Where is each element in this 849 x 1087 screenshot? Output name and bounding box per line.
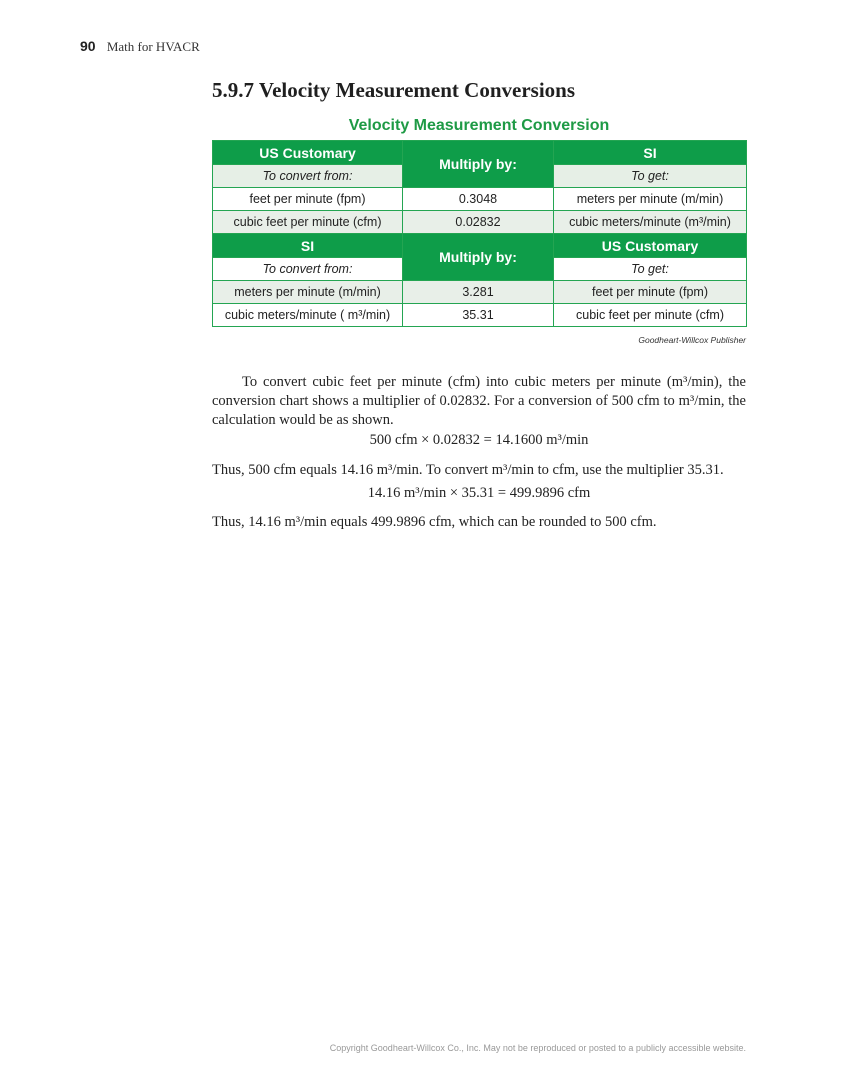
copyright-footer: Copyright Goodheart-Willcox Co., Inc. May not be reproduced or posted to a publicly accessible website. bbox=[329, 1043, 746, 1053]
to-label: To get: bbox=[554, 165, 747, 188]
cell-from: feet per minute (fpm) bbox=[213, 188, 403, 211]
cell-from: meters per minute (m/min) bbox=[213, 281, 403, 304]
table-header-row bbox=[213, 234, 747, 258]
table-header-row bbox=[213, 141, 747, 165]
table-row bbox=[213, 188, 747, 211]
column-header-from: SI bbox=[213, 234, 403, 258]
cell-from: cubic feet per minute (cfm) bbox=[213, 211, 403, 234]
paragraph: Thus, 500 cfm equals 14.16 m³/min. To convert m³/min to cfm, use the multiplier 35.31. bbox=[212, 462, 724, 478]
column-header-to: SI bbox=[554, 141, 747, 165]
conversion-table bbox=[212, 140, 747, 327]
cell-to: cubic feet per minute (cfm) bbox=[554, 304, 747, 327]
running-head: Math for HVACR bbox=[106, 39, 200, 54]
equation: 500 cfm × 0.02832 = 14.1600 m³/min bbox=[369, 432, 589, 448]
table-row bbox=[213, 304, 747, 327]
cell-from: cubic meters/minute ( m³/min) bbox=[213, 304, 403, 327]
column-header-multiply: Multiply by: bbox=[403, 141, 554, 188]
from-label: To convert from: bbox=[213, 258, 403, 281]
cell-factor: 0.3048 bbox=[403, 188, 554, 211]
cell-factor: 3.281 bbox=[403, 281, 554, 304]
column-header-multiply: Multiply by: bbox=[403, 234, 554, 281]
cell-to: feet per minute (fpm) bbox=[554, 281, 747, 304]
table-caption: Velocity Measurement Conversion bbox=[348, 117, 610, 134]
page-header bbox=[80, 38, 200, 55]
paragraph: To convert cubic feet per minute (cfm) into cubic meters per minute (m³/min), the conversion chart shows a multiplier of 0.02832. For a conversion of 500 cfm to m³/min, the calculation would be as shown. bbox=[212, 374, 746, 428]
to-label: To get: bbox=[554, 258, 747, 281]
column-header-from: US Customary bbox=[213, 141, 403, 165]
table-credit: Goodheart-Willcox Publisher bbox=[638, 335, 746, 345]
from-label: To convert from: bbox=[213, 165, 403, 188]
paragraph: Thus, 14.16 m³/min equals 499.9896 cfm, which can be rounded to 500 cfm. bbox=[212, 514, 657, 530]
equation: 14.16 m³/min × 35.31 = 499.9896 cfm bbox=[367, 485, 591, 501]
cell-factor: 35.31 bbox=[403, 304, 554, 327]
cell-to: cubic meters/minute (m³/min) bbox=[554, 211, 747, 234]
cell-to: meters per minute (m/min) bbox=[554, 188, 747, 211]
table-row bbox=[213, 281, 747, 304]
table-row bbox=[213, 211, 747, 234]
section-title: 5.9.7 Velocity Measurement Conversions bbox=[212, 78, 575, 102]
page-number: 90 bbox=[80, 38, 96, 54]
column-header-to: US Customary bbox=[554, 234, 747, 258]
cell-factor: 0.02832 bbox=[403, 211, 554, 234]
